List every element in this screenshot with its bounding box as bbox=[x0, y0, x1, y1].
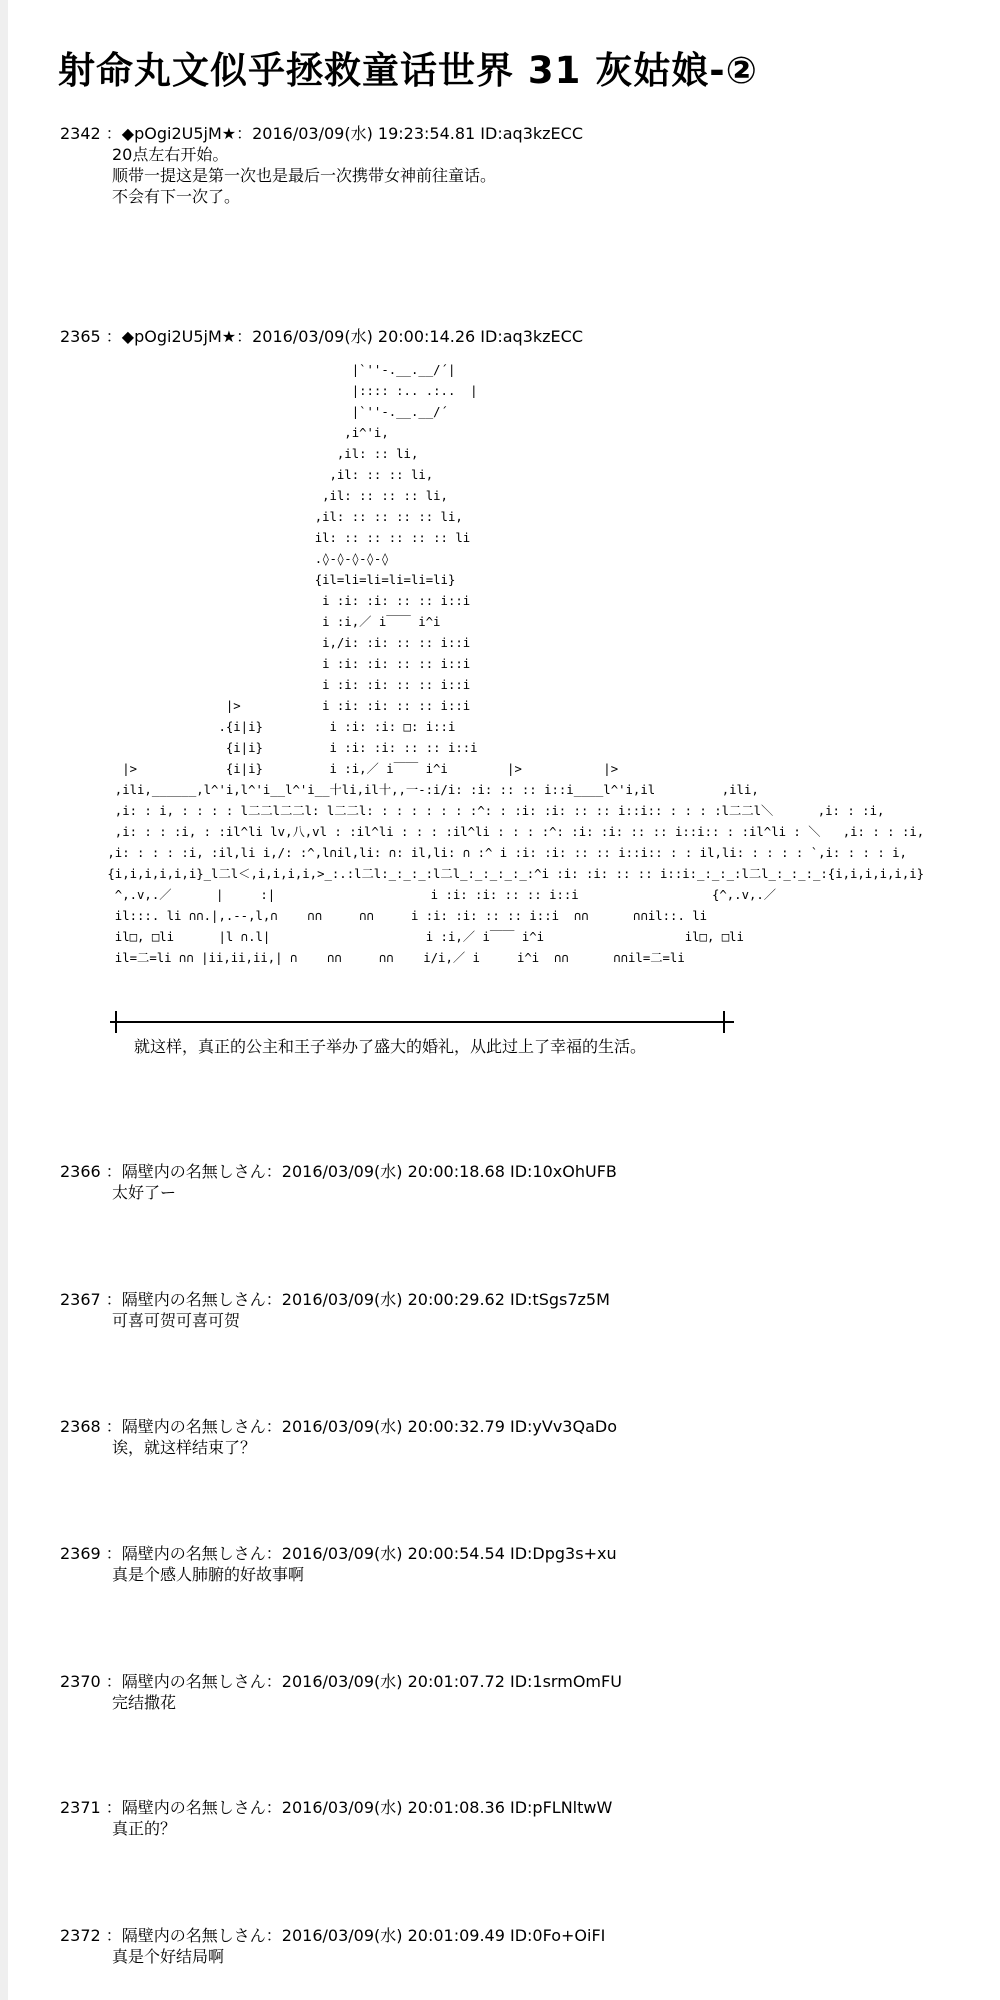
ascii-art-ground-line bbox=[110, 1021, 734, 1023]
post-header: 2365 ：◆pOgi2U5jM★：2016/03/09(水) 20:00:14.26 ID:aq3kzECC bbox=[60, 327, 583, 346]
ascii-art-castle bbox=[100, 360, 925, 969]
post-body bbox=[112, 1182, 980, 1203]
story-caption: 就这样，真正的公主和王子举办了盛大的婚礼，从此过上了幸福的生活。 bbox=[134, 1037, 647, 1056]
ascii-art-line: ^,.v,.／ | :| i :i: :i: :: :: i::i {^,.v,.／ bbox=[100, 888, 777, 902]
ascii-art-line: i :i: :i: :: :: i::i bbox=[100, 657, 471, 671]
post-body bbox=[112, 1564, 980, 1585]
ascii-art-line: |:::: :.. .:.. | bbox=[100, 384, 478, 398]
post-2369 bbox=[60, 1543, 980, 1585]
ascii-art-line: ,i: : i, : : : : l二二l二二l: l二二l: : : : : : : :^: : :i: :i: :: :: i::i:: : : : :l二二l＼ ,i: : :i, bbox=[100, 804, 885, 818]
ascii-art-line: .◊-◊-◊-◊-◊ bbox=[100, 552, 389, 566]
post-body bbox=[112, 1946, 980, 1967]
ground-tick-left bbox=[115, 1011, 117, 1033]
post-2367 bbox=[60, 1289, 980, 1331]
ascii-art-line: |`''-.__.__/´ bbox=[100, 405, 448, 419]
post-line: 诶，就这样结束了？ bbox=[112, 1438, 257, 1457]
ascii-art-line: ,il: :: :: li, bbox=[100, 468, 434, 482]
post-body bbox=[112, 1310, 980, 1331]
ascii-art-line: {i|i} i :i: :i: :: :: i::i bbox=[100, 741, 478, 755]
post-line: 不会有下一次了。 bbox=[112, 187, 241, 206]
ascii-art-line: {i,i,i,i,i,i}_l二l＜,i,i,i,i,>_:.:l二l:_:_:_:l二l_:_:_:_:_:^i :i: :i: :: :: i::i:_:_:_:l二l_:_:_:_:{i,i,i,i,i,i} bbox=[100, 867, 925, 881]
ascii-art-line: ,i: : : : :i, :il,li i,/: :^,l∩il,li: ∩: il,li: ∩ :^ i :i: :i: :: :: i::i:: : : il,li: : : : : `,i: : : : i, bbox=[100, 846, 907, 860]
post-2342 bbox=[60, 123, 980, 207]
post-header: 2366 ：隔壁内の名無しさん：2016/03/09(水) 20:00:18.68 ID:10xOhUFB bbox=[60, 1162, 617, 1181]
ascii-art-line: ,il: :: :: :: :: li, bbox=[100, 510, 463, 524]
ascii-art-line: |> {i|i} i :i,／ i￣￣ i^i |> |> bbox=[100, 762, 619, 776]
ascii-art-line: i :i: :i: :: :: i::i bbox=[100, 678, 471, 692]
ascii-art-line: ,i: : : :i, : :il^li lv,八,vl : :il^li : : : :il^li : : : :^: :i: :i: :: :: i::i:: : :il^li : ＼ ,i: : : :i, bbox=[100, 825, 925, 839]
ascii-art-line: ,ili,______,l^'i,l^'i__l^'i__十li,il十,,一-:i/i: :i: :: :: i::i____l^'i,il ,ili, bbox=[100, 783, 759, 797]
post-line: 完结撒花 bbox=[112, 1693, 177, 1712]
ascii-art-line: i,/i: :i: :: :: i::i bbox=[100, 636, 471, 650]
post-2368 bbox=[60, 1416, 980, 1458]
ascii-art-line: ,il: :: :: :: li, bbox=[100, 489, 448, 503]
ascii-art-line: |`''-.__.__/´| bbox=[100, 363, 456, 377]
post-body bbox=[112, 1437, 980, 1458]
ascii-art-line: i :i,／ i￣￣ i^i bbox=[100, 615, 441, 629]
ascii-art-line: il:::. li ∩∩.|,.--,l,∩ ∩∩ ∩∩ i :i: :i: :: :: i::i ∩∩ ∩∩il::. li bbox=[100, 909, 708, 923]
post-body bbox=[112, 1818, 980, 1839]
page-title: 射命丸文似乎拯救童话世界 31 灰姑娘-② bbox=[58, 49, 758, 92]
post-header: 2367 ：隔壁内の名無しさん：2016/03/09(水) 20:00:29.62 ID:tSgs7z5M bbox=[60, 1290, 610, 1309]
ground-tick-right bbox=[723, 1011, 725, 1033]
post-2365 bbox=[60, 326, 980, 347]
ascii-art-line: ,i^'i, bbox=[100, 426, 389, 440]
post-body bbox=[112, 144, 980, 207]
post-line: 太好了ー bbox=[112, 1183, 177, 1202]
post-header: 2369 ：隔壁内の名無しさん：2016/03/09(水) 20:00:54.54 ID:Dpg3s+xu bbox=[60, 1544, 617, 1563]
ascii-art-line: ,il: :: li, bbox=[100, 447, 419, 461]
post-header: 2370 ：隔壁内の名無しさん：2016/03/09(水) 20:01:07.72 ID:1srmOmFU bbox=[60, 1672, 622, 1691]
post-line: 真是个感人肺腑的好故事啊 bbox=[112, 1565, 305, 1584]
page-margin bbox=[0, 0, 8, 2000]
post-line: 可喜可贺可喜可贺 bbox=[112, 1311, 241, 1330]
post-header: 2371 ：隔壁内の名無しさん：2016/03/09(水) 20:01:08.36 ID:pFLNltwW bbox=[60, 1798, 613, 1817]
ascii-art-line: il: :: :: :: :: :: li bbox=[100, 531, 471, 545]
ascii-art-line: il□, □li |l ∩.l| i :i,／ i￣￣ i^i il□, □li bbox=[100, 930, 744, 944]
post-line: 真是个好结局啊 bbox=[112, 1947, 225, 1966]
post-2370 bbox=[60, 1671, 980, 1713]
post-line: 顺带一提这是第一次也是最后一次携带女神前往童话。 bbox=[112, 166, 497, 185]
ascii-art-line: |> i :i: :i: :: :: i::i bbox=[100, 699, 471, 713]
post-2366 bbox=[60, 1161, 980, 1203]
post-line: 20点左右开始。 bbox=[112, 145, 229, 164]
post-header: 2342 ：◆pOgi2U5jM★：2016/03/09(水) 19:23:54.81 ID:aq3kzECC bbox=[60, 124, 583, 143]
ascii-art-line: i :i: :i: :: :: i::i bbox=[100, 594, 471, 608]
ascii-art-line: il=二=li ∩∩ |ii,ii,ii,| ∩ ∩∩ ∩∩ i/i,／ i i^i ∩∩ ∩∩il=二=li bbox=[100, 951, 685, 965]
post-2371 bbox=[60, 1797, 980, 1839]
post-header: 2372 ：隔壁内の名無しさん：2016/03/09(水) 20:01:09.49 ID:0Fo+OiFI bbox=[60, 1926, 606, 1945]
post-line: 真正的？ bbox=[112, 1819, 177, 1838]
post-2372 bbox=[60, 1925, 980, 1967]
post-body bbox=[112, 1692, 980, 1713]
ascii-art-line: .{i|i} i :i: :i: □: i::i bbox=[100, 720, 456, 734]
ascii-art-line: {il=li=li=li=li=li} bbox=[100, 573, 456, 587]
post-header: 2368 ：隔壁内の名無しさん：2016/03/09(水) 20:00:32.79 ID:yVv3QaDo bbox=[60, 1417, 617, 1436]
